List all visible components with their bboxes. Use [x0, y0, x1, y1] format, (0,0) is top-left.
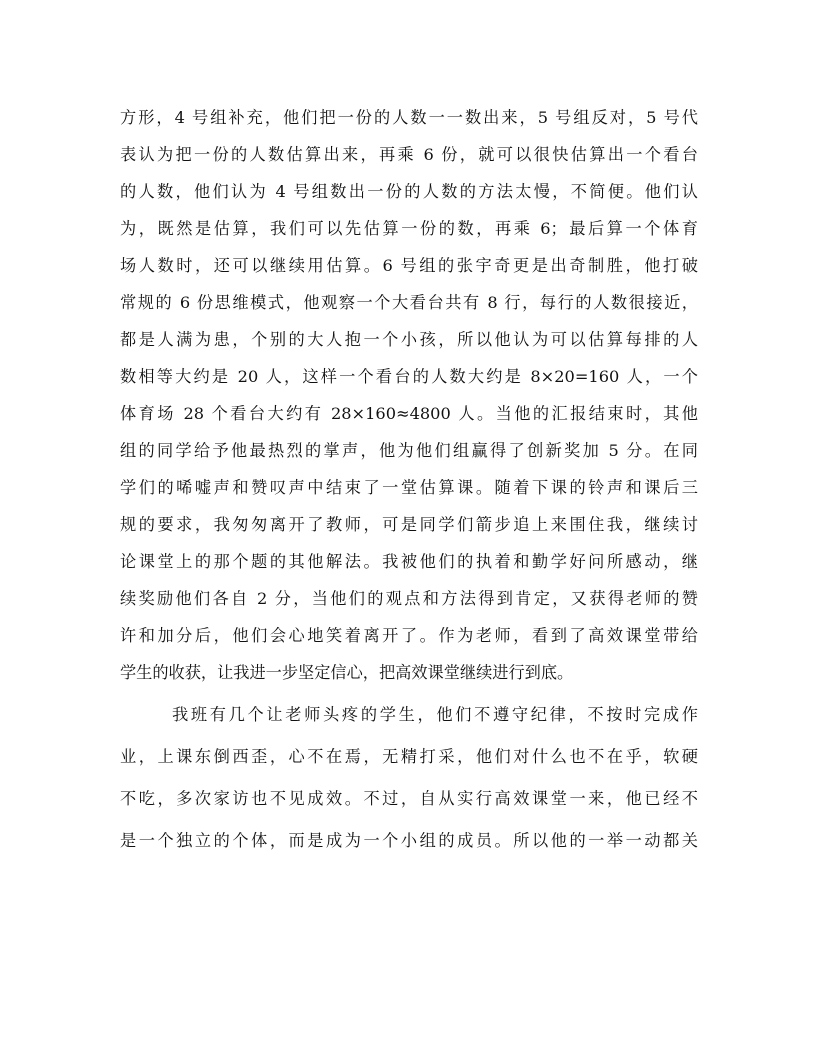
paragraph-1-line: 场人数时，还可以继续用估算。6 号组的张宇奇更是出奇制胜，他打破 [120, 256, 698, 275]
paragraph-2-line: 业，上课东倒西歪，心不在焉，无精打采，他们对什么也不在乎，软硬 [120, 747, 698, 766]
paragraph-1-line: 学生的收获，让我进一步坚定信心，把高效课堂继续进行到底。 [120, 663, 574, 682]
paragraph-1-line: 许和加分后，他们会心地笑着离开了。作为老师，看到了高效课堂带给 [120, 626, 698, 645]
paragraph-1-line: 论课堂上的那个题的其他解法。我被他们的执着和勤学好问所感动，继 [120, 552, 698, 571]
paragraph-1-line: 表认为把一份的人数估算出来，再乘 6 份，就可以很快估算出一个看台 [120, 145, 698, 164]
paragraph-1-line: 组的同学给予他最热烈的掌声，他为他们组赢得了创新奖加 5 分。在同 [120, 441, 698, 460]
paragraph-2-line: 我班有几个让老师头疼的学生，他们不遵守纪律，不按时完成作 [172, 705, 698, 724]
paragraph-1-line: 方形，4 号组补充，他们把一份的人数一一数出来，5 号组反对，5 号代 [120, 108, 698, 127]
paragraph-1-line: 为，既然是估算，我们可以先估算一份的数，再乘 6；最后算一个体育 [120, 219, 698, 238]
paragraph-1-line: 常规的 6 份思维模式，他观察一个大看台共有 8 行，每行的人数很接近， [120, 293, 698, 312]
paragraph-1-line: 数相等大约是 20 人，这样一个看台的人数大约是 8×20=160 人，一个 [120, 367, 698, 386]
paragraph-1-line: 续奖励他们各自 2 分，当他们的观点和方法得到肯定，又获得老师的赞 [120, 589, 698, 608]
paragraph-1-line: 体育场 28 个看台大约有 28×160≈4800 人。当他的汇报结束时，其他 [120, 404, 698, 423]
paragraph-1-line: 的人数，他们认为 4 号组数出一份的人数的方法太慢，不简便。他们认 [120, 182, 698, 201]
paragraph-1-line: 规的要求，我匆匆离开了教师，可是同学们箭步追上来围住我，继续讨 [120, 515, 698, 534]
paragraph-1-line: 学们的唏嘘声和赞叹声中结束了一堂估算课。随着下课的铃声和课后三 [120, 478, 698, 497]
paragraph-2-line: 不吃，多次家访也不见成效。不过，自从实行高效课堂一来，他已经不 [120, 789, 698, 808]
paragraph-1-line: 都是人满为患，个别的大人抱一个小孩，所以他认为可以估算每排的人 [120, 330, 698, 349]
paragraph-2-line: 是一个独立的个体，而是成为一个小组的成员。所以他的一举一动都关 [120, 831, 698, 850]
